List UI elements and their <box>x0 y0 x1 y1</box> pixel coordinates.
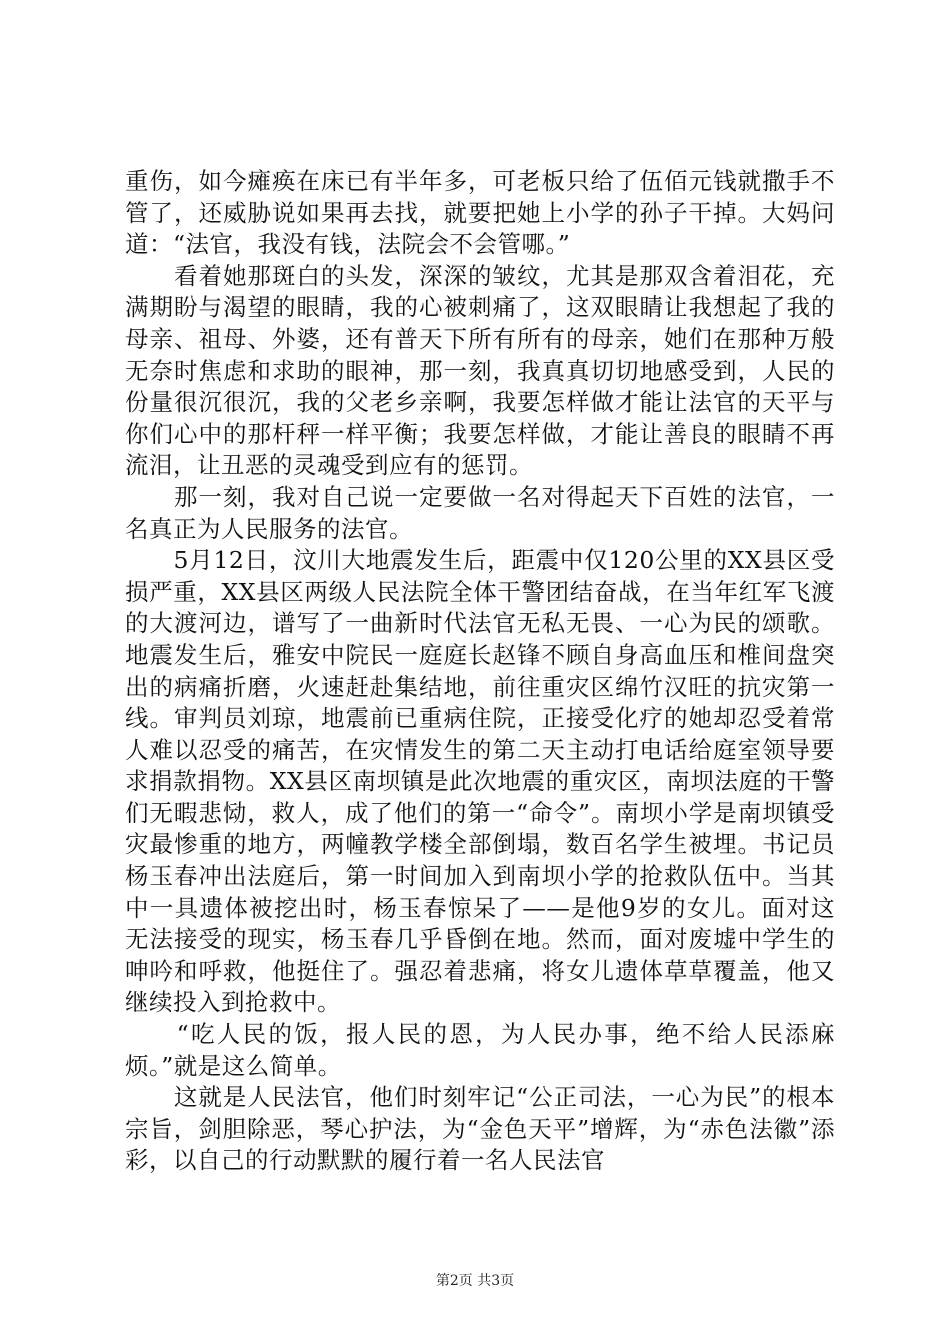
paragraph-resolution: 那一刻，我对自己说一定要做一名对得起天下百姓的法官，一名真正为人民服务的法官。 <box>125 482 835 543</box>
paragraph-continued-injury-story: 重伤，如今瘫痪在床已有半年多，可老板只给了伍佰元钱就撒手不管了，还威胁说如果再去找，就要把她上小学的孙子干掉。大妈问道：“法官，我没有钱，法院会不会管哪。” <box>125 167 835 259</box>
paragraph-peoples-judges: 这就是人民法官，他们时刻牢记“公正司法，一心为民”的根本宗旨，剑胆除恶，琴心护法，为“金色天平”增辉，为“赤色法徽”添彩，以自己的行动默默的履行着一名人民法官 <box>125 1083 835 1175</box>
paragraph-earthquake: 5月12日，汶川大地震发生后，距震中仅120公里的XX县区受损严重，XX县区两级人民法院全体干警团结奋战，在当年红军飞渡的大渡河边，谱写了一曲新时代法官无私无畏、一心为民的颂歌。地震发生后，雅安中院民一庭庭长赵锋不顾自身高血压和椎间盘突出的病痛折磨，火速赶赴集结地，前往重灾区绵竹汉旺的抗灾第一线。审判员刘琼，地震前已重病住院，正接受化疗的她却忍受着常人难以忍受的痛苦，在灾情发生的第二天主动打电话给庭室领导要求捐款捐物。XX县区南坝镇是此次地震的重灾区，南坝法庭的干警们无暇悲恸，救人，成了他们的第一“命令”。南坝小学是南坝镇受灾最惨重的地方，两幢教学楼全部倒塌，数百名学生被埋。书记员杨玉春冲出法庭后，第一时间加入到南坝小学的抢救队伍中。当其中一具遗体被挖出时，杨玉春惊呆了——是他9岁的女儿。面对这无法接受的现实，杨玉春几乎昏倒在地。然而，面对废墟中学生的呻吟和呼救，他挺住了。强忍着悲痛，将女儿遗体草草覆盖，他又继续投入到抢救中。 <box>125 546 835 1017</box>
paragraph-quote: “吃人民的饭，报人民的恩，为人民办事，绝不给人民添麻烦。”就是这么简单。 <box>125 1020 835 1080</box>
document-body <box>125 166 835 1177</box>
page-footer: 第2页 共3页 <box>435 1273 515 1289</box>
paragraph-mothers-eyes: 看着她那斑白的头发，深深的皱纹，尤其是那双含着泪花，充满期盼与渴望的眼睛，我的心被刺痛了，这双眼睛让我想起了我的母亲、祖母、外婆，还有普天下所有所有的母亲，她们在那种万般无奈时焦虑和求助的眼神，那一刻，我真真切切地感受到，人民的份量很沉很沉，我的父老乡亲啊，我要怎样做才能让法官的天平与你们心中的那杆秤一样平衡；我要怎样做，才能让善良的眼睛不再流泪，让丑恶的灵魂受到应有的惩罚。 <box>125 261 835 480</box>
